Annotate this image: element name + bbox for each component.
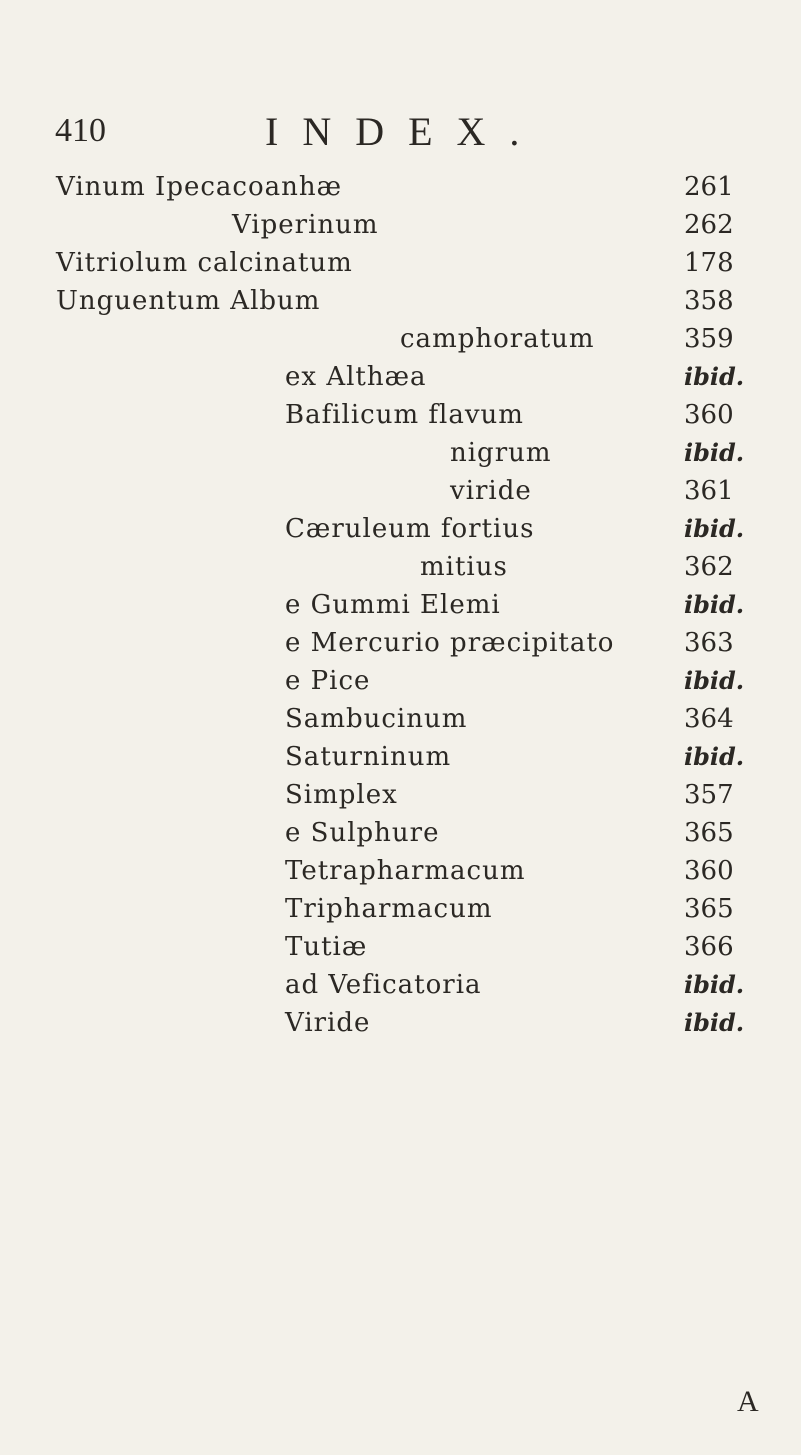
entry-page-ref: 357: [684, 780, 734, 810]
entry-page-ref: 365: [684, 894, 734, 924]
entry-page-ref: 360: [684, 400, 734, 430]
index-entry: [0, 472, 801, 510]
entry-page-ref: 262: [684, 210, 734, 240]
index-entry: [0, 168, 801, 206]
entry-label: nigrum: [450, 438, 552, 468]
entry-label: viride: [450, 476, 532, 506]
index-entry: [0, 852, 801, 890]
entry-label: Viride: [285, 1008, 371, 1038]
entry-label: Bafilicum flavum: [285, 400, 524, 430]
entry-label: Tripharmacum: [285, 894, 493, 924]
entry-label: mitius: [420, 552, 508, 582]
index-entry: [0, 700, 801, 738]
entry-label: e Mercurio præcipitato: [285, 628, 615, 658]
index-entry: [0, 358, 801, 396]
index-entry: [0, 396, 801, 434]
entry-page-ref: ibid.: [684, 438, 745, 467]
entry-page-ref: ibid.: [684, 666, 745, 695]
entry-label: e Pice: [285, 666, 371, 696]
entry-label: Sambucinum: [285, 704, 468, 734]
entry-page-ref: 358: [684, 286, 734, 316]
index-entry: [0, 548, 801, 586]
entry-page-ref: ibid.: [684, 970, 745, 999]
index-entry: [0, 206, 801, 244]
entry-page-ref: 360: [684, 856, 734, 886]
index-entry: [0, 282, 801, 320]
page-number: 410: [55, 112, 106, 149]
entry-page-ref: 365: [684, 818, 734, 848]
entry-label: e Sulphure: [285, 818, 440, 848]
entry-label: ex Althæa: [285, 362, 427, 392]
index-entry: [0, 510, 801, 548]
entry-label: Tutiæ: [285, 932, 368, 962]
index-entry: [0, 738, 801, 776]
entry-page-ref: 178: [684, 248, 734, 278]
index-entry: [0, 320, 801, 358]
entry-page-ref: ibid.: [684, 742, 745, 771]
entry-page-ref: 361: [684, 476, 734, 506]
entry-label: Saturninum: [285, 742, 452, 772]
entry-label: Unguentum Album: [56, 286, 321, 316]
index-entry: [0, 624, 801, 662]
page-header: [55, 108, 741, 158]
entry-label: Vinum Ipecacoanhæ: [56, 172, 343, 202]
entry-label: Vitriolum calcinatum: [56, 248, 353, 278]
entry-page-ref: 364: [684, 704, 734, 734]
index-entry: [0, 890, 801, 928]
index-entries: [0, 168, 801, 1042]
index-entry: [0, 662, 801, 700]
entry-label: ad Veficatoria: [285, 970, 482, 1000]
entry-page-ref: 261: [684, 172, 734, 202]
entry-page-ref: 366: [684, 932, 734, 962]
index-entry: [0, 966, 801, 1004]
page-title: INDEX.: [265, 109, 544, 154]
entry-label: Cæruleum fortius: [285, 514, 535, 544]
entry-page-ref: ibid.: [684, 1008, 745, 1037]
index-entry: [0, 586, 801, 624]
entry-label: Viperinum: [232, 210, 379, 240]
index-entry: [0, 814, 801, 852]
entry-label: Simplex: [285, 780, 398, 810]
entry-page-ref: 359: [684, 324, 734, 354]
index-entry: [0, 928, 801, 966]
entry-label: Tetrapharmacum: [285, 856, 526, 886]
entry-page-ref: 362: [684, 552, 734, 582]
index-entry: [0, 434, 801, 472]
entry-label: e Gummi Elemi: [285, 590, 501, 620]
entry-page-ref: ibid.: [684, 362, 745, 391]
entry-label: camphoratum: [400, 324, 595, 354]
index-entry: [0, 776, 801, 814]
catchword: A: [737, 1385, 759, 1418]
index-entry: [0, 244, 801, 282]
entry-page-ref: ibid.: [684, 514, 745, 543]
entry-page-ref: 363: [684, 628, 734, 658]
entry-page-ref: ibid.: [684, 590, 745, 619]
index-entry: [0, 1004, 801, 1042]
